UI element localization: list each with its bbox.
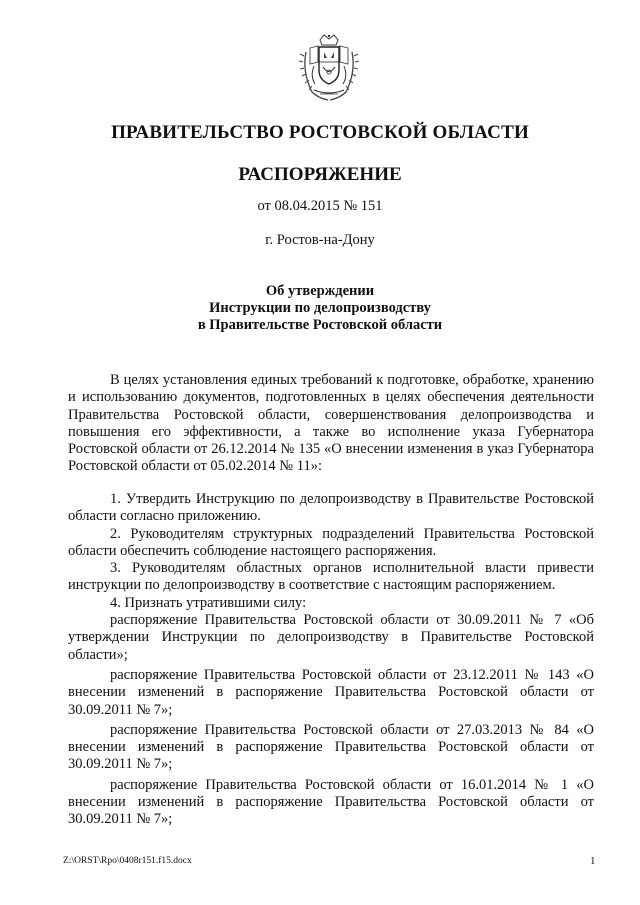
list-item: распоряжение Правительства Ростовской области от 16.01.2014 № 1 «О внесении изменений в распоряжение Правительства Ростовской области от 30.09.2011 № 7»; [68, 776, 594, 828]
preamble [68, 372, 594, 476]
list-item: распоряжение Правительства Ростовской области от 27.03.2013 № 84 «О внесении изменений в распоряжение Правительства Ростовской области от 30.09.2011 № 7»; [68, 721, 594, 773]
ordering-items [68, 491, 594, 829]
list-item: распоряжение Правительства Ростовской области от 30.09.2011 № 7 «Об утверждении Инструкции по делопроизводству в Правительстве Ростовской области»; [68, 612, 594, 663]
government-title: ПРАВИТЕЛЬСТВО РОСТОВСКОЙ ОБЛАСТИ [111, 122, 529, 143]
document-type: РАСПОРЯЖЕНИЕ [238, 164, 402, 185]
list-item: 3. Руководителям областных органов исполнительной власти привести инструкции по делопроизводству в соответствие с настоящим распоряжением. [68, 560, 594, 594]
footer-file-path: Z:\ORST\Rpo\0408r151.f15.docx [63, 856, 192, 866]
document-subject [0, 283, 640, 334]
page-number: 1 [590, 855, 596, 867]
coat-of-arms-icon [298, 32, 360, 104]
subject-line: Об утверждении [265, 283, 375, 299]
subject-line: в Правительстве Ростовской области [197, 317, 443, 333]
preamble-paragraph: В целях установления единых требований к подготовке, обработке, хранению и использованию документов, подготовленных в целях обеспечения деятельности Правительства Ростовской области, совершенствования делопроизводства и повышения его эффективности, а также во исполнение указа Губернатора Ростовской области от 26.12.2014 № 135 «О внесении изменения в указ Губернатора Ростовской области от 05.02.2014 № 11»: [68, 372, 594, 475]
date-number-line: от 08.04.2015 № 151 [257, 198, 383, 214]
list-item: распоряжение Правительства Ростовской области от 23.12.2011 № 143 «О внесении изменений в распоряжение Правительства Ростовской области от 30.09.2011 № 7»; [68, 666, 594, 718]
list-item: 2. Руководителям структурных подразделений Правительства Ростовской области обеспечить соблюдение настоящего распоряжения. [68, 525, 594, 559]
subject-line: Инструкции по делопроизводству [209, 300, 431, 316]
list-item: 1. Утвердить Инструкцию по делопроизводству в Правительстве Ростовской области согласно приложению. [68, 491, 594, 525]
city-line: г. Ростов-на-Дону [265, 232, 375, 248]
list-item: 4. Признать утратившими силу: [110, 594, 307, 611]
